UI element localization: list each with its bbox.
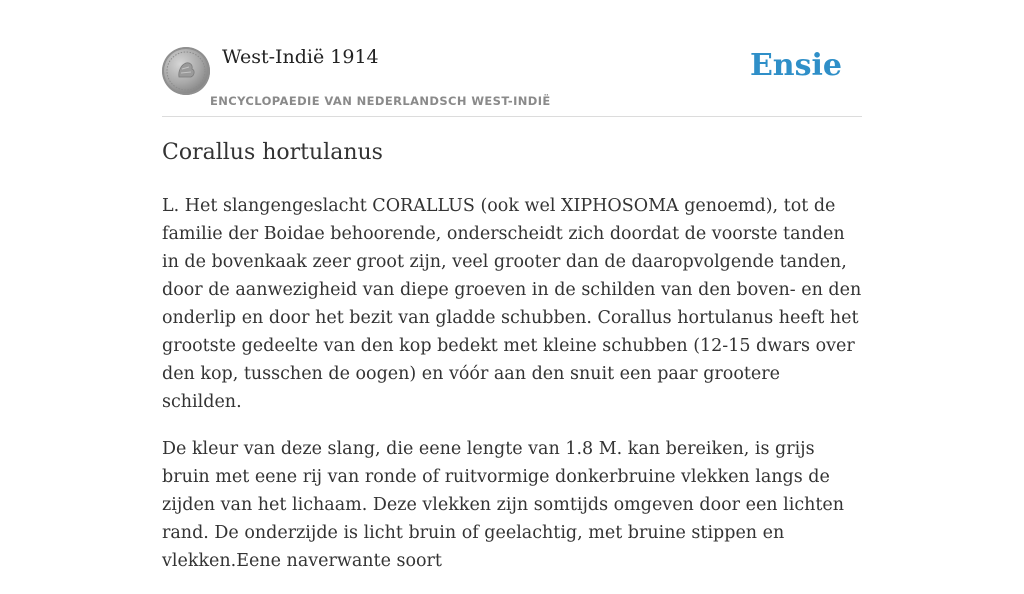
coin-seal-icon[interactable] [162,47,210,95]
book-title[interactable]: West-Indië 1914 [222,46,379,68]
ensie-logo-link[interactable]: Ensie [749,48,842,83]
header [162,40,862,117]
book-subtitle: ENCYCLOPAEDIE VAN NEDERLANDSCH WEST-INDIË [210,94,551,108]
paragraph: De kleur van deze slang, die eene lengte van 1.8 M. kan bereiken, is grijs bruin met eene rij van ronde of ruitvormige donkerbruine vlekken langs de zijden van het lichaam. Deze vlekken zijn somtijds omgeven door een lichten rand. De onderzijde is licht bruin of geelachtig, met bruine stippen en vlekken.Eene naverwante soort [162,439,845,571]
article-title: Corallus hortulanus [162,140,383,165]
paragraph: L. Het slangengeslacht CORALLUS (ook wel XIPHOSOMA genoemd), tot de familie der Boidae behoorende, onderscheidt zich doordat de voorste tanden in de bovenkaak zeer groot zijn, veel grooter dan de daaropvolgende tanden, door de aanwezigheid van diepe groeven in de schilden van den boven- en den onderlip en door het bezit van gladde schubben. Corallus hortulanus heeft het grootste gedeelte van den kop bedekt met kleine schubben (12-15 dwars over den kop, tusschen de oogen) en vóór aan den snuit een paar grootere schilden. [162,196,862,412]
article-body [162,192,862,594]
